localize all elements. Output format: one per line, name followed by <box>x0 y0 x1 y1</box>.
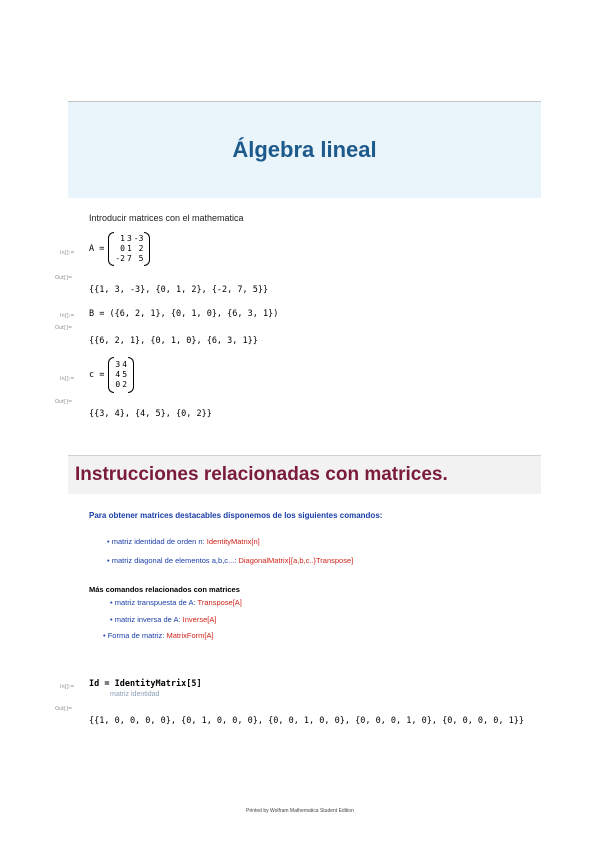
c-assign: c = <box>89 370 105 380</box>
section-title: Instrucciones relacionadas con matrices. <box>75 464 448 485</box>
c-cell: 4 <box>115 370 121 379</box>
bullet-cmd: MatrixForm[A] <box>166 631 214 640</box>
a-cell: -3 <box>133 234 144 243</box>
c-cell: 0 <box>115 380 121 389</box>
right-paren <box>128 357 134 393</box>
out-label-c: Out[]= <box>55 399 73 405</box>
bullet-identity <box>107 537 260 546</box>
c-cell: 5 <box>122 370 128 379</box>
a-cell: 5 <box>138 254 144 263</box>
a-assign: A = <box>89 244 105 254</box>
intro-text: Introducir matrices con el mathematica <box>89 213 244 223</box>
in-label-id: In[]:= <box>60 684 75 690</box>
autocomplete-hint: matriz identidad <box>110 691 160 698</box>
bullet-cmd: DiagonalMatrix[{a,b,c..}Transpose] <box>238 556 354 565</box>
output-id: {{1, 0, 0, 0, 0}, {0, 1, 0, 0, 0}, {0, 0, 1, 0, 0}, {0, 0, 0, 1, 0}, {0, 0, 0, 0, 1}} <box>89 716 524 726</box>
bullet-text: • matriz identidad de orden n: <box>107 537 207 546</box>
bullet-cmd: Transpose[A] <box>197 598 242 607</box>
bullet-text: • matriz inversa de A: <box>110 615 183 624</box>
bullet-diagonal <box>107 556 353 565</box>
in-label-b: In[]:= <box>60 313 75 319</box>
input-cell-a[interactable] <box>89 232 150 266</box>
input-cell-c[interactable] <box>89 357 134 393</box>
bullet-cmd: IdentityMatrix[n] <box>206 537 260 546</box>
footer: Printed by Wolfram Mathematica Student Edition <box>246 808 354 814</box>
out-label-b: Out[]= <box>55 325 73 331</box>
a-cell: 1 <box>127 244 132 253</box>
bullet-cmd: Inverse[A] <box>182 615 217 624</box>
title-cell <box>68 101 541 198</box>
input-cell-b[interactable]: B = ({6, 2, 1}, {0, 1, 0}, {6, 3, 1}) <box>89 309 279 319</box>
a-cell: -2 <box>115 254 125 263</box>
output-c: {{3, 4}, {4, 5}, {0, 2}} <box>89 409 212 419</box>
bullet-transpose <box>110 598 242 607</box>
c-cell: 3 <box>115 360 121 369</box>
bullet-text: • matriz diagonal de elementos a,b,c...: <box>107 556 239 565</box>
c-cell: 4 <box>122 360 128 369</box>
output-a: {{1, 3, -3}, {0, 1, 2}, {-2, 7, 5}} <box>89 285 269 295</box>
in-label-a: In[]:= <box>60 250 75 256</box>
matrix-c <box>108 357 134 393</box>
out-label-a: Out[]= <box>55 275 73 281</box>
a-cell: 3 <box>127 234 132 243</box>
input-cell-id[interactable]: Id = IdentityMatrix[5] <box>89 679 202 689</box>
bullet-inverse <box>110 615 216 624</box>
a-cell: 1 <box>120 234 125 243</box>
para-commands: Para obtener matrices destacables disponemos de los siguientes comandos: <box>89 511 383 520</box>
in-label-c: In[]:= <box>60 376 75 382</box>
out-label-id: Out[]= <box>55 706 73 712</box>
section-cell <box>68 455 541 494</box>
a-cell: 7 <box>127 254 132 263</box>
bullet-text: • matriz transpuesta de A: <box>110 598 198 607</box>
page-title: Álgebra lineal <box>232 137 377 162</box>
matrix-c-grid <box>114 360 128 390</box>
a-cell: 0 <box>120 244 125 253</box>
matrix-a <box>108 232 150 266</box>
c-cell: 2 <box>122 380 128 389</box>
a-cell: 2 <box>138 244 144 253</box>
right-paren <box>144 232 150 266</box>
bullet-matrixform <box>103 631 214 640</box>
output-b: {{6, 2, 1}, {0, 1, 0}, {6, 3, 1}} <box>89 336 258 346</box>
para-more-commands: Más comandos relacionados con matrices <box>89 585 240 594</box>
bullet-text: • Forma de matriz: <box>103 631 167 640</box>
matrix-a-grid <box>114 234 144 264</box>
